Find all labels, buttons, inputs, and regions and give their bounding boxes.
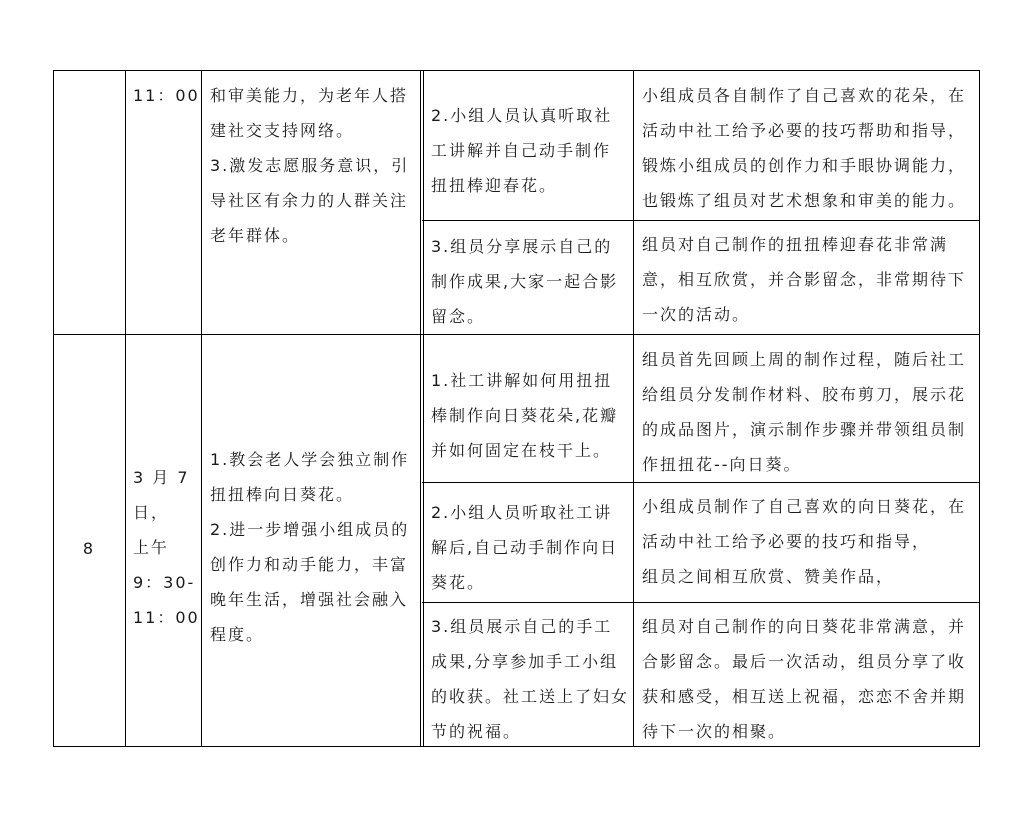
row8-step3-result-cell: 组员对自己制作的向日葵花非常满意，并 合影留念。最后一次活动，组员分享了收 获和感受，相互送上祝福，恋恋不舍并期 待下一次的相聚。 <box>642 617 967 741</box>
table-border-left <box>53 70 54 747</box>
column-divider <box>633 70 634 747</box>
row7-time-cell: 11：00 <box>133 86 200 105</box>
column-divider <box>420 70 421 747</box>
row8-step1-content-cell: 1.社工讲解如何用扭扭 棒制作向日葵花朵,花瓣 并如何固定在枝干上。 <box>431 371 619 460</box>
row7-step3-result-cell: 组员对自己制作的扭扭棒迎春花非常满 意，相互欣赏，并合影留念，非常期待下 一次的活动。 <box>642 235 967 324</box>
table-border-right <box>979 70 980 747</box>
table-border-top <box>53 70 980 71</box>
row8-step2-result-cell: 小组成员制作了自己喜欢的向日葵花，在 活动中社工给予必要的技巧和指导， 组员之间相互欣赏、赞美作品， <box>642 497 967 586</box>
column-divider <box>201 70 202 747</box>
row-divider <box>422 220 980 221</box>
row7-step2-content-cell: 2.小组人员认真听取社 工讲解并自己动手制作 扭扭棒迎春花。 <box>431 106 613 195</box>
column-divider <box>423 70 424 747</box>
row8-step2-content-cell: 2.小组人员听取社工讲 解后,自己动手制作向日 葵花。 <box>431 503 619 592</box>
row8-number-cell: 8 <box>82 539 96 558</box>
row8-step3-content-cell: 3.组员展示自己的手工 成果,分享参加手工小组 的收获。社工送上了妇女 节的祝福。 <box>431 617 630 741</box>
row-divider <box>422 602 980 603</box>
row8-goals-cell: 1.教会老人学会独立制作 扭扭棒向日葵花。 2.进一步增强小组成员的 创作力和动手能力，丰富 晚年生活，增强社会融入 程度。 <box>210 450 410 644</box>
row7-goals-cell: 和审美能力，为老年人搭 建社交支持网络。 3.激发志愿服务意识，引 导社区有余力的人群关注 老年群体。 <box>210 86 410 245</box>
column-divider <box>125 70 126 747</box>
row7-step2-result-cell: 小组成员各自制作了自己喜欢的花朵，在 活动中社工给予必要的技巧帮助和指导， 锻炼小组成员的创作力和手眼协调能力， 也锻炼了组员对艺术想象和审美的能力。 <box>642 86 967 210</box>
row8-step1-result-cell: 组员首先回顾上周的制作过程，随后社工 给组员分发制作材料、胶布剪刀，展示花 的成品图片，演示制作步骤并带领组员制 作扭扭花--向日葵。 <box>642 350 967 474</box>
row8-time-cell: 3 月 7 日， 上午 9：30- 11：00 <box>133 468 200 627</box>
row-divider <box>422 482 980 483</box>
row7-step3-content-cell: 3.组员分享展示自己的 制作成果,大家一起合影 留念。 <box>431 237 619 326</box>
row-divider <box>53 334 980 335</box>
